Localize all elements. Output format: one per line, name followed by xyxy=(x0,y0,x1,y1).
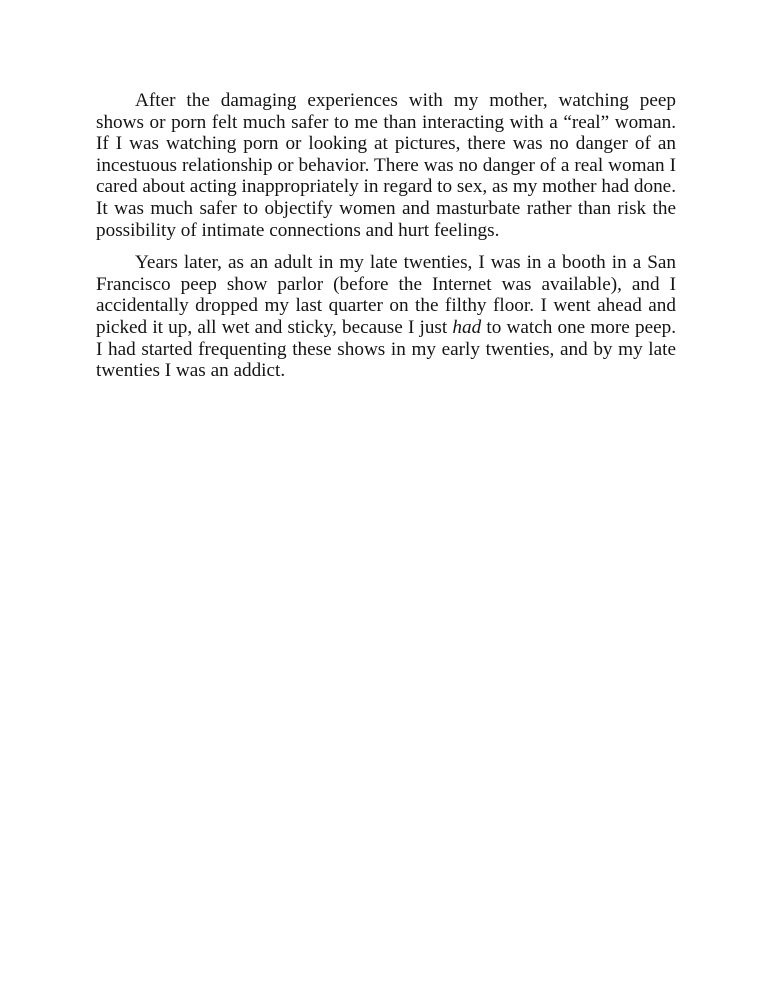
paragraph-2-text-after: to watch one more peep. I had started frequenting these shows in my early twenties, and by my late twenties I was an addict. xyxy=(96,316,676,382)
paragraph-2-emphasis: had xyxy=(452,316,482,338)
paragraph-2-text-before: Years later, as an adult in my late twenties, I was in a booth in a San Francisco peep show parlor (before the Internet was available), and I accidentally dropped my last quarter on the filthy floor. I went ahead and picked it up, all wet and sticky, because I just xyxy=(96,252,676,338)
paragraph-1 xyxy=(96,90,676,241)
document-page xyxy=(96,90,676,393)
paragraph-1-text: After the damaging experiences with my mother, watching peep shows or porn felt much safer to me than interacting with a “real” woman. If I was watching porn or looking at pictures, there was no danger of an incestuous relationship or behavior. There was no danger of a real woman I cared about acting inappropriately in regard to sex, as my mother had done. It was much safer to objectify women and masturbate rather than risk the possibility of intimate connections and hurt feelings. xyxy=(96,90,676,241)
paragraph-2 xyxy=(96,252,676,382)
